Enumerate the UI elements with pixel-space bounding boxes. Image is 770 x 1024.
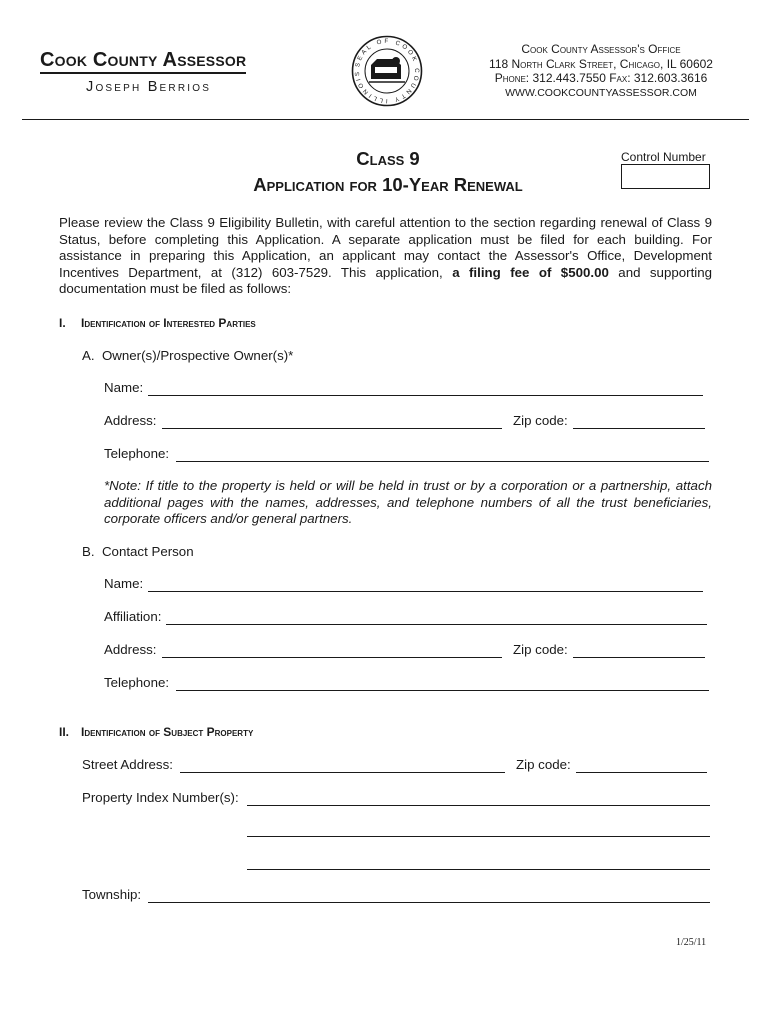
property-zip-label: Zip code: bbox=[516, 757, 571, 772]
control-number-field[interactable] bbox=[621, 164, 710, 189]
section2-title: Identification of Subject Property bbox=[81, 725, 254, 739]
owner-telephone-field[interactable] bbox=[176, 447, 709, 462]
owner-address-field[interactable] bbox=[162, 414, 502, 429]
form-title-line1: Class 9 bbox=[356, 148, 420, 169]
pin-field-2[interactable] bbox=[247, 822, 710, 837]
assessor-name: Joseph Berrios bbox=[86, 79, 212, 95]
county-seal-icon bbox=[351, 35, 423, 107]
office-address: 118 North Clark Street, Chicago, IL 60602 bbox=[489, 56, 713, 71]
contact-zip-label: Zip code: bbox=[513, 642, 568, 657]
intro-text-end: and supporting documentation must be filed as follows: bbox=[59, 264, 713, 296]
section1-title: Identification of Interested Parties bbox=[81, 316, 256, 330]
filing-fee-text: a filing fee of $500.00 bbox=[452, 264, 609, 280]
owner-telephone-label: Telephone: bbox=[104, 446, 170, 461]
owner-name-label: Name: bbox=[104, 380, 144, 395]
street-address-field[interactable] bbox=[180, 758, 505, 773]
pin-field-3[interactable] bbox=[247, 855, 710, 870]
contact-telephone-field[interactable] bbox=[176, 676, 709, 691]
intro-text: Please review the Class 9 Eligibility Bulletin, with careful attention to the section regarding renewal of Class 9 Status, before completing this Application. A separate application must be filed for each building. For assistance in preparing this Application, an applicant may contact the Assessor's Office, Development Incentives Department, at (312) 603-7529. This application, bbox=[59, 215, 712, 280]
office-name: Cook County Assessor's Office bbox=[521, 42, 681, 56]
owner-zip-field[interactable] bbox=[573, 414, 705, 429]
township-field[interactable] bbox=[148, 888, 710, 903]
township-label: Township: bbox=[82, 887, 142, 902]
contact-address-field[interactable] bbox=[162, 643, 502, 658]
contact-affiliation-label: Affiliation: bbox=[104, 609, 162, 624]
header-divider bbox=[22, 119, 749, 120]
office-info bbox=[463, 42, 739, 100]
owner-address-label: Address: bbox=[104, 413, 157, 428]
office-phone: Phone: 312.443.7550 Fax: 312.603.3616 bbox=[494, 71, 708, 85]
street-address-label: Street Address: bbox=[82, 757, 173, 772]
revision-date: 1/25/11 bbox=[676, 937, 707, 948]
contact-address-label: Address: bbox=[104, 642, 157, 657]
owner-name-field[interactable] bbox=[148, 381, 703, 396]
intro-paragraph bbox=[59, 215, 712, 298]
org-title: Cook County Assessor bbox=[40, 49, 246, 74]
contact-name-label: Name: bbox=[104, 576, 144, 591]
contact-affiliation-field[interactable] bbox=[166, 610, 707, 625]
owner-note: *Note: If title to the property is held or will be held in trust or by a corporation or a partnership, attach additional pages with the names, addresses, and telephone numbers of all the trust beneficiaries, corporate officers and/or general partners. bbox=[104, 478, 712, 526]
section2-number: II. bbox=[59, 725, 70, 739]
contact-telephone-label: Telephone: bbox=[104, 675, 170, 690]
section2-heading bbox=[59, 725, 253, 739]
contact-heading: B. Contact Person bbox=[82, 544, 194, 559]
pin-label: Property Index Number(s): bbox=[82, 790, 239, 805]
owner-zip-label: Zip code: bbox=[513, 413, 568, 428]
office-website[interactable]: WWW.COOKCOUNTYASSESSOR.COM bbox=[505, 86, 697, 99]
section1-number: I. bbox=[59, 316, 66, 330]
owner-heading: A. Owner(s)/Prospective Owner(s)* bbox=[82, 348, 294, 363]
form-title-line2: Application for 10-Year Renewal bbox=[253, 174, 523, 195]
seal-text: SEAL OF COOK COUNTY ILLINOIS bbox=[353, 37, 421, 105]
control-number-label: Control Number bbox=[621, 150, 706, 164]
property-zip-field[interactable] bbox=[576, 758, 707, 773]
form-title bbox=[180, 146, 596, 198]
pin-field-1[interactable] bbox=[247, 791, 710, 806]
contact-name-field[interactable] bbox=[148, 577, 703, 592]
contact-zip-field[interactable] bbox=[573, 643, 705, 658]
section1-heading bbox=[59, 316, 256, 330]
